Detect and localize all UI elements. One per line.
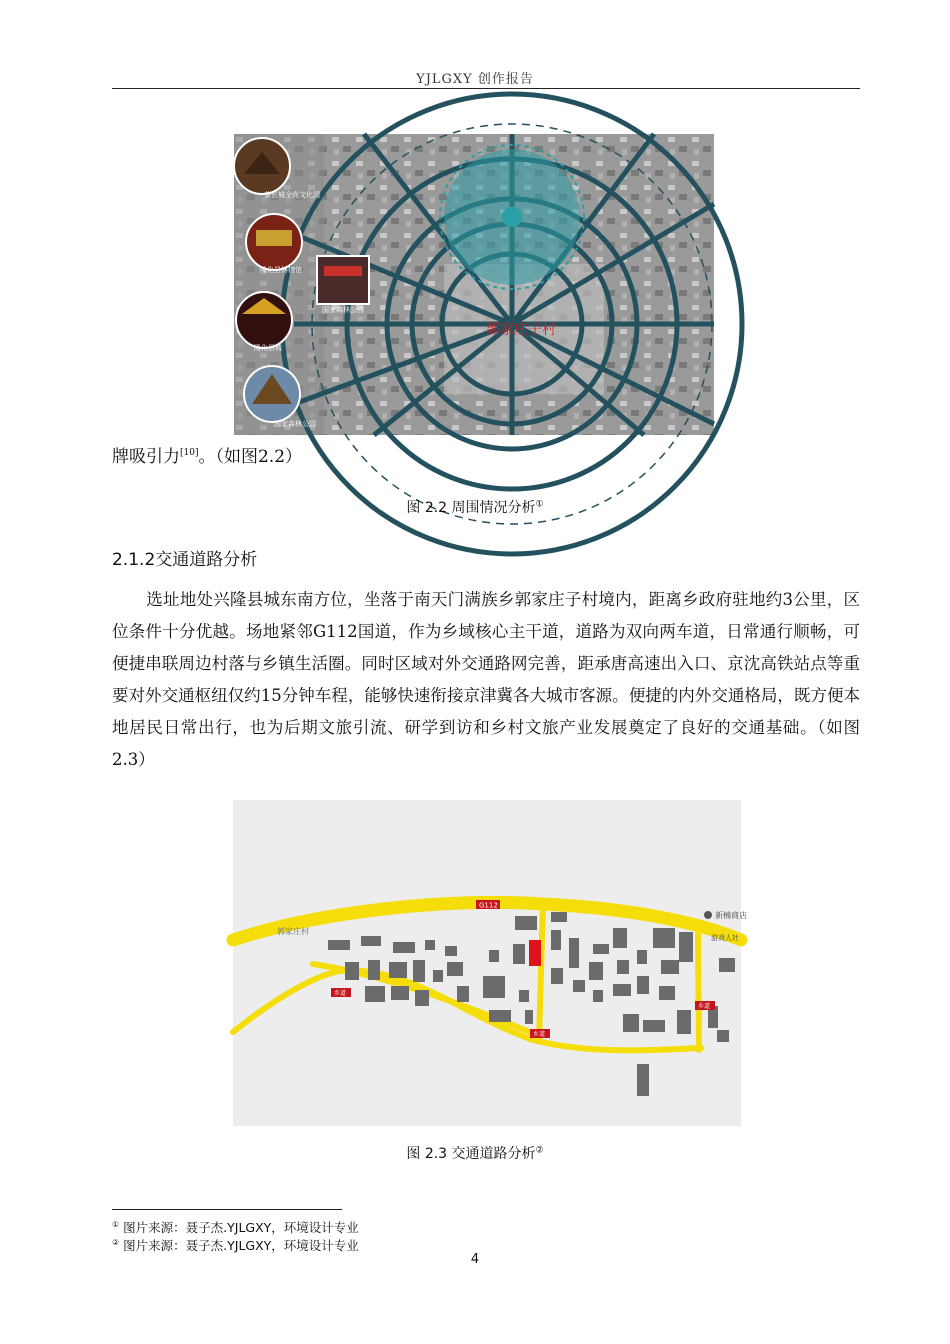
village-label: 郭家庄村 (277, 927, 309, 936)
shop-label: 新楠商店 (715, 911, 747, 920)
svg-text:隆化县城: 隆化县城 (254, 344, 282, 352)
g112-label: G112 (479, 901, 498, 910)
svg-text:乡道: 乡道 (533, 1031, 546, 1038)
footnote-1: ① 图片来源：聂子杰.YJLGXY，环境设计专业 (112, 1219, 359, 1235)
body-fragment: 牌吸引力[10]。（如图2.2） (112, 447, 303, 467)
section-heading: 2.1.2交通道路分析 (112, 550, 258, 570)
page-number: 4 (470, 1252, 480, 1267)
header-rule (112, 88, 860, 89)
svg-text:乡道: 乡道 (334, 990, 347, 997)
svg-text:隆化县博物馆: 隆化县博物馆 (260, 266, 302, 274)
page-header: YJLGXY 创作报告 (416, 72, 534, 87)
figure-surroundings-map (234, 134, 714, 435)
figure-caption-2-2: 图 2.2 周围情况分析① (406, 499, 544, 516)
body-paragraph: 选址地处兴隆县城东南方位，坐落于南天门满族乡郭家庄子村境内，距离乡政府驻地约3公里，区位条件十分优越。场地紧邻G112国道，作为乡域核心主干道，道路为双向两车道，日常通行顺畅，可便捷串联周边村落与乡镇生活圈。同时区域对外交通路网完善，距承唐高速出入口、京沈高铁站点等重要对外交通枢纽仅约15分钟车程，能够快速衔接京津冀各大城市客源。便捷的内外交通格局，既方便本地居民日常出行，也为后期文旅引流、研学到访和乡村文旅产业发展奠定了良好的交通基础。（如图2.3） (112, 590, 860, 769)
citation: [10] (180, 448, 199, 458)
footnote-rule (112, 1209, 342, 1210)
figure-traffic-map (233, 800, 747, 1126)
svg-text:国家森林公园: 国家森林公园 (274, 420, 316, 428)
village-label: 郭家庄子村 (486, 322, 556, 338)
figure-caption-2-3: 图 2.3 交通道路分析② (406, 1145, 544, 1162)
footnote-2: ② 图片来源：聂子杰.YJLGXY，环境设计专业 (112, 1237, 359, 1253)
svg-text:国家森林公园: 国家森林公园 (322, 306, 364, 314)
site-marker (529, 940, 541, 966)
svg-text:茶长城全尚文化园: 茶长城全尚文化园 (264, 191, 320, 199)
shop2-label: 游戏人社 (711, 934, 739, 942)
svg-text:乡道: 乡道 (698, 1003, 711, 1010)
